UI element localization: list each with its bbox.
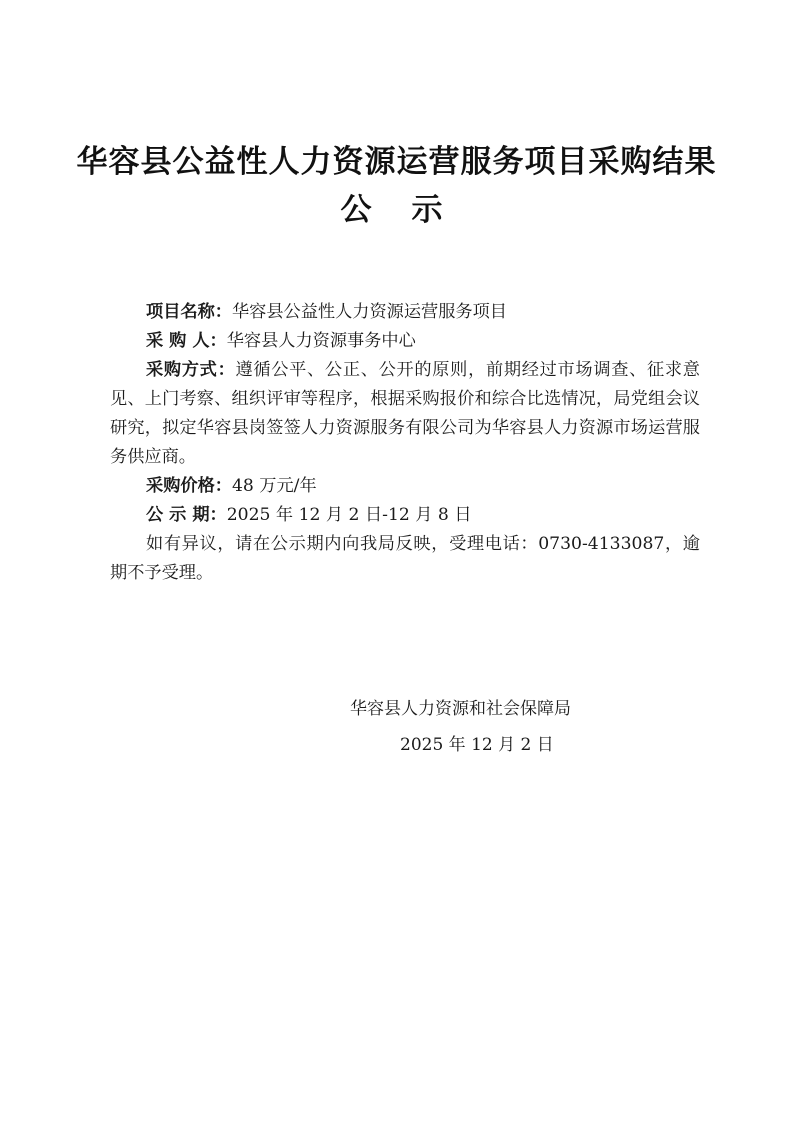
signature-organization: 华容县人力资源和社会保障局 — [350, 699, 571, 719]
period-line — [110, 501, 700, 530]
purchaser-line — [110, 327, 700, 356]
price-label: 采购价格： — [146, 476, 232, 496]
method-label: 采购方式： — [146, 360, 236, 380]
objection-paragraph: 如有异议，请在公示期内向我局反映，受理电话：0730-4133087，逾期不予受理。 — [110, 534, 700, 583]
project-name-value: 华容县公益性人力资源运营服务项目 — [231, 302, 507, 322]
method-value: 遵循公平、公正、公开的原则，前期经过市场调查、征求意见、上门考察、组织评审等程序，根据采购报价和综合比选情况，局党组会议研究，拟定华容县岗签签人力资源服务有限公司为华容县人力资源市场运营服务供应商。 — [110, 360, 700, 467]
subtitle-char-2: 示 — [411, 192, 453, 228]
subtitle-char-1: 公 — [340, 192, 382, 228]
period-label: 公 示 期： — [146, 505, 227, 525]
price-value: 48 万元/年 — [231, 476, 317, 496]
project-name-line — [110, 298, 700, 327]
period-value: 2025 年 12 月 2 日-12 月 8 日 — [226, 505, 472, 525]
document-title: 华容县公益性人力资源运营服务项目采购结果 — [76, 144, 717, 180]
price-line — [110, 472, 700, 501]
purchaser-label: 采 购 人： — [146, 331, 227, 351]
signature-date: 2025 年 12 月 2 日 — [400, 735, 554, 755]
document-body — [110, 298, 700, 588]
purchaser-value: 华容县人力资源事务中心 — [226, 331, 416, 351]
method-paragraph — [110, 356, 700, 472]
project-name-label: 项目名称： — [146, 302, 232, 322]
document-subtitle — [0, 192, 793, 228]
